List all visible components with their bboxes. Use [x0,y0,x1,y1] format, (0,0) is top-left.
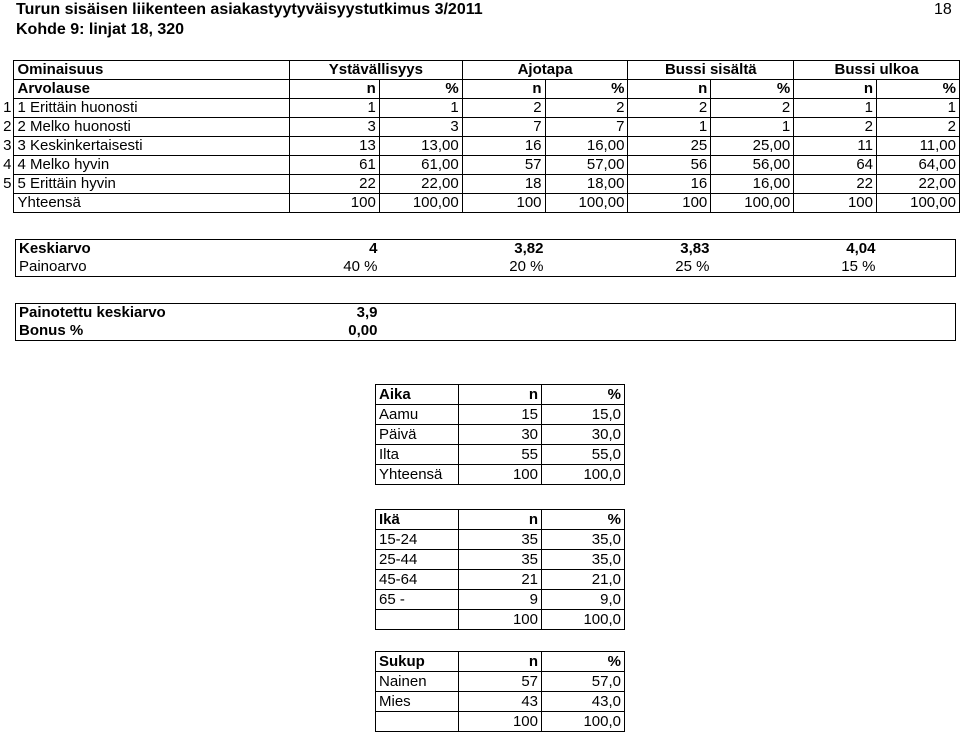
row-number: 1 [3,99,12,116]
count-cell: 35 [459,530,542,550]
age-row [376,570,625,590]
percent-cell: 35,0 [542,550,625,570]
table-cell: 16,00 [711,175,794,194]
table-row [0,118,960,137]
count-cell: 43 [459,692,542,712]
mean-value: 3,83 [680,240,710,257]
total-cell: 100 [289,194,379,213]
table-cell: 22 [289,175,379,194]
sub-header-cell: n [628,80,711,99]
table-cell: 61,00 [379,156,462,175]
time-header-row [376,385,625,405]
sub-header-cell: % [545,80,628,99]
sub-header-cell: % [877,80,960,99]
sub-header-row [0,80,960,99]
count-cell: 21 [459,570,542,590]
table-cell: 56,00 [711,156,794,175]
row-label: 45-64 [376,570,459,590]
gender-row [376,692,625,712]
table-cell: 13,00 [379,137,462,156]
table-cell: 25,00 [711,137,794,156]
table-cell: 2 [794,118,877,137]
total-label: Yhteensä [14,194,290,213]
mean-row [16,240,956,259]
percent-cell: 9,0 [542,590,625,610]
gender-header: Sukup [376,652,459,672]
count-cell: 100 [459,712,542,732]
table-cell: 13 [289,137,379,156]
time-of-day-table [375,384,625,485]
percent-cell: 43,0 [542,692,625,712]
time-header: % [542,385,625,405]
table-cell: 2 [711,99,794,118]
table-cell: 2 [545,99,628,118]
percent-cell: 21,0 [542,570,625,590]
age-row [376,550,625,570]
time-row [376,405,625,425]
gender-table [375,651,625,732]
weighted-mean-row [16,304,956,323]
table-cell: 2 [462,99,545,118]
table-cell: 1 [628,118,711,137]
table-cell: 1 [794,99,877,118]
gender-header: n [459,652,542,672]
table-cell: 18,00 [545,175,628,194]
report-subtitle: Kohde 9: linjat 18, 320 [16,21,185,38]
row-label: 25-44 [376,550,459,570]
row-label: Ilta [376,445,459,465]
row-label: 3 Keskinkertaisesti [14,137,290,156]
table-cell: 1 [289,99,379,118]
table-cell: 16 [462,137,545,156]
percent-cell: 100,0 [542,465,625,485]
report-title: Turun sisäisen liikenteen asiakastyytyväisyystutkimus 3/2011 [16,1,483,18]
count-cell: 30 [459,425,542,445]
group-header-row [0,61,960,80]
row-label: Aamu [376,405,459,425]
row-label: Yhteensä [376,465,459,485]
bonus-value: 0,00 [348,322,378,339]
table-cell: 16 [628,175,711,194]
gender-row [376,672,625,692]
age-row [376,590,625,610]
total-cell: 100,00 [877,194,960,213]
age-row [376,610,625,630]
main-table-body [0,99,960,194]
count-cell: 15 [459,405,542,425]
table-cell: 22,00 [379,175,462,194]
table-row [0,175,960,194]
row-label [376,712,459,732]
percent-cell: 30,0 [542,425,625,445]
table-cell: 22,00 [877,175,960,194]
table-cell: 2 [628,99,711,118]
column-header-ominaisuus: Ominaisuus [14,61,290,80]
total-cell: 100 [794,194,877,213]
row-label: 15-24 [376,530,459,550]
weight-value: 25 % [675,258,710,275]
total-cell: 100 [628,194,711,213]
count-cell: 100 [459,610,542,630]
total-cell: 100,00 [545,194,628,213]
count-cell: 55 [459,445,542,465]
table-row [0,137,960,156]
sub-header-cell: % [379,80,462,99]
age-table [375,509,625,630]
percent-cell: 100,0 [542,712,625,732]
table-cell: 61 [289,156,379,175]
table-cell: 56 [628,156,711,175]
sub-header-cell: % [711,80,794,99]
row-label: Nainen [376,672,459,692]
age-row [376,530,625,550]
age-header-row [376,510,625,530]
row-label: 1 Erittäin huonosti [14,99,290,118]
row-label: Mies [376,692,459,712]
group-header: Bussi ulkoa [794,61,960,80]
table-cell: 1 [711,118,794,137]
sub-header-cell: n [462,80,545,99]
table-cell: 57 [462,156,545,175]
table-cell: 7 [462,118,545,137]
satisfaction-table [0,60,960,213]
row-label: 65 - [376,590,459,610]
time-header: Aika [376,385,459,405]
table-cell: 16,00 [545,137,628,156]
row-label: 5 Erittäin hyvin [14,175,290,194]
row-label [376,610,459,630]
time-row [376,465,625,485]
sub-header-cell: n [794,80,877,99]
table-row [0,99,960,118]
gender-header: % [542,652,625,672]
time-header: n [459,385,542,405]
weighted-table [15,303,956,341]
row-number: 4 [3,156,12,173]
row-number: 5 [3,175,12,192]
group-header: Ajotapa [462,61,628,80]
count-cell: 9 [459,590,542,610]
mean-value: 3,82 [514,240,544,257]
table-row [0,156,960,175]
table-cell: 25 [628,137,711,156]
count-cell: 57 [459,672,542,692]
percent-cell: 15,0 [542,405,625,425]
weighted-mean-value: 3,9 [356,304,378,321]
count-cell: 100 [459,465,542,485]
gender-row [376,712,625,732]
percent-cell: 57,0 [542,672,625,692]
row-label: 2 Melko huonosti [14,118,290,137]
table-cell: 7 [545,118,628,137]
total-row [0,194,960,213]
total-cell: 100,00 [379,194,462,213]
sub-header-cell: n [289,80,379,99]
table-cell: 1 [877,99,960,118]
weighted-mean-label: Painotettu keskiarvo [19,304,166,321]
gender-header-row [376,652,625,672]
total-cell: 100 [462,194,545,213]
table-cell: 1 [379,99,462,118]
weight-label: Painoarvo [19,258,87,275]
weight-value: 20 % [509,258,544,275]
weight-value: 15 % [841,258,876,275]
age-header: % [542,510,625,530]
weight-row [16,258,956,277]
row-label: Päivä [376,425,459,445]
percent-cell: 100,0 [542,610,625,630]
table-cell: 57,00 [545,156,628,175]
table-cell: 64,00 [877,156,960,175]
time-row [376,445,625,465]
page-number: 18 [934,1,952,18]
percent-cell: 35,0 [542,530,625,550]
row-number: 3 [3,137,12,154]
row-number: 2 [3,118,12,135]
table-cell: 11,00 [877,137,960,156]
mean-value: 4 [369,240,378,257]
table-cell: 22 [794,175,877,194]
mean-value: 4,04 [846,240,876,257]
table-cell: 11 [794,137,877,156]
column-header-arvolause: Arvolause [14,80,290,99]
count-cell: 35 [459,550,542,570]
table-cell: 64 [794,156,877,175]
age-header: Ikä [376,510,459,530]
table-cell: 3 [289,118,379,137]
percent-cell: 55,0 [542,445,625,465]
time-row [376,425,625,445]
weight-value: 40 % [343,258,378,275]
bonus-row [16,322,956,341]
bonus-label: Bonus % [19,322,84,339]
mean-label: Keskiarvo [19,240,91,257]
averages-table [15,239,956,277]
total-cell: 100,00 [711,194,794,213]
table-cell: 2 [877,118,960,137]
table-cell: 3 [379,118,462,137]
group-header: Bussi sisältä [628,61,794,80]
row-label: 4 Melko hyvin [14,156,290,175]
group-header: Ystävällisyys [289,61,462,80]
table-cell: 18 [462,175,545,194]
age-header: n [459,510,542,530]
